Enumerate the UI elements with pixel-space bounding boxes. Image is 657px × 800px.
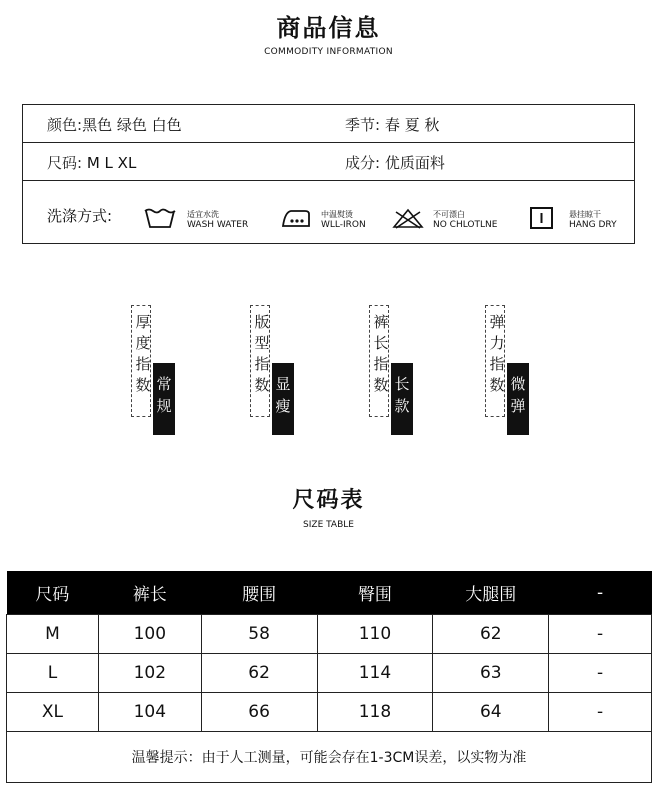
indicator-label-box xyxy=(485,305,505,417)
indicator-fit xyxy=(250,305,300,435)
indicator-label: 厚度指数 xyxy=(135,313,151,394)
indicator-value-box xyxy=(153,363,175,435)
size-label: 尺码: xyxy=(47,154,83,172)
indicator-thickness xyxy=(131,305,181,435)
header-pants-length: 裤长 xyxy=(98,571,201,615)
header-hip: 臀围 xyxy=(317,571,433,615)
material-field xyxy=(345,152,445,173)
no-bleach-text xyxy=(433,210,497,230)
header-extra: - xyxy=(549,571,652,615)
table-row xyxy=(7,693,652,732)
size-value: M L XL xyxy=(86,154,137,172)
table-cell: 62 xyxy=(201,654,317,693)
indicator-label-box xyxy=(250,305,270,417)
no-bleach-icon xyxy=(391,206,425,230)
header-waist: 腰围 xyxy=(201,571,317,615)
iron-cn: 中温熨烫 xyxy=(321,210,353,219)
table-cell: 104 xyxy=(98,693,201,732)
iron-icon xyxy=(279,206,313,230)
table-cell: 114 xyxy=(317,654,433,693)
indicator-label: 裤长指数 xyxy=(373,313,389,394)
table-row xyxy=(7,615,652,654)
season-field xyxy=(345,114,439,135)
info-row-size-material xyxy=(23,143,634,181)
header-size: 尺码 xyxy=(7,571,99,615)
hang-dry-icon xyxy=(529,206,555,230)
indicator-value: 常规 xyxy=(156,375,172,415)
material-value: 优质面料 xyxy=(384,154,445,172)
table-cell: 118 xyxy=(317,693,433,732)
indicator-elasticity xyxy=(485,305,535,435)
season-value: 春 夏 秋 xyxy=(384,116,440,134)
table-cell: 62 xyxy=(433,615,549,654)
wash-water-text xyxy=(187,210,248,230)
table-cell: 64 xyxy=(433,693,549,732)
table-cell: 102 xyxy=(98,654,201,693)
wash-water-cn: 适宜水洗 xyxy=(187,210,219,219)
wash-tub-icon xyxy=(143,206,177,230)
iron-en: WLL-IRON xyxy=(321,220,366,230)
wash-method-label: 洗涤方式: xyxy=(47,207,113,225)
indicator-value-box xyxy=(272,363,294,435)
table-cell: - xyxy=(549,654,652,693)
header-thigh: 大腿围 xyxy=(433,571,549,615)
table-cell: - xyxy=(549,693,652,732)
season-label: 季节: xyxy=(345,116,381,134)
commodity-info-box xyxy=(22,104,635,244)
info-row-color-season xyxy=(23,105,634,143)
table-row xyxy=(7,654,652,693)
size-table xyxy=(6,571,652,783)
size-table-title: 尺码表 xyxy=(292,488,365,513)
table-cell: L xyxy=(7,654,99,693)
table-cell: 110 xyxy=(317,615,433,654)
iron-text xyxy=(321,210,366,230)
material-label: 成分: xyxy=(345,154,381,172)
table-note-row xyxy=(7,732,652,783)
hang-dry-cn: 悬挂晾干 xyxy=(569,210,601,219)
color-label: 颜色: xyxy=(47,116,83,134)
hang-dry-text xyxy=(569,210,617,230)
table-cell: 63 xyxy=(433,654,549,693)
indicator-value-box xyxy=(507,363,529,435)
indicator-value: 长款 xyxy=(394,375,410,415)
commodity-info-subtitle: COMMODITY INFORMATION xyxy=(264,47,393,57)
color-field xyxy=(47,114,182,135)
no-bleach-cn: 不可漂白 xyxy=(433,210,465,219)
measurement-note: 温馨提示：由于人工测量，可能会存在1-3CM误差，以实物为准 xyxy=(7,732,652,783)
no-bleach-en: NO CHLOTLNE xyxy=(433,220,498,230)
indicator-label-box xyxy=(131,305,151,417)
indicator-value: 显瘦 xyxy=(275,375,291,415)
table-cell: XL xyxy=(7,693,99,732)
indicator-value: 微弹 xyxy=(510,375,526,415)
table-cell: 100 xyxy=(98,615,201,654)
color-value: 黑色 绿色 白色 xyxy=(82,116,182,134)
indicator-label: 弹力指数 xyxy=(489,313,505,394)
indicator-label-box xyxy=(369,305,389,417)
size-field xyxy=(47,152,136,173)
table-cell: - xyxy=(549,615,652,654)
table-cell: 66 xyxy=(201,693,317,732)
indicator-value-box xyxy=(391,363,413,435)
size-table-header-row xyxy=(7,571,652,615)
wash-water-en: WASH WATER xyxy=(187,220,249,230)
size-table-subtitle: SIZE TABLE xyxy=(303,520,354,530)
commodity-info-title: 商品信息 xyxy=(276,14,381,42)
table-cell: 58 xyxy=(201,615,317,654)
table-cell: M xyxy=(7,615,99,654)
indicator-length xyxy=(369,305,419,435)
hang-dry-en: HANG DRY xyxy=(569,220,617,230)
indicator-label: 版型指数 xyxy=(254,313,270,394)
